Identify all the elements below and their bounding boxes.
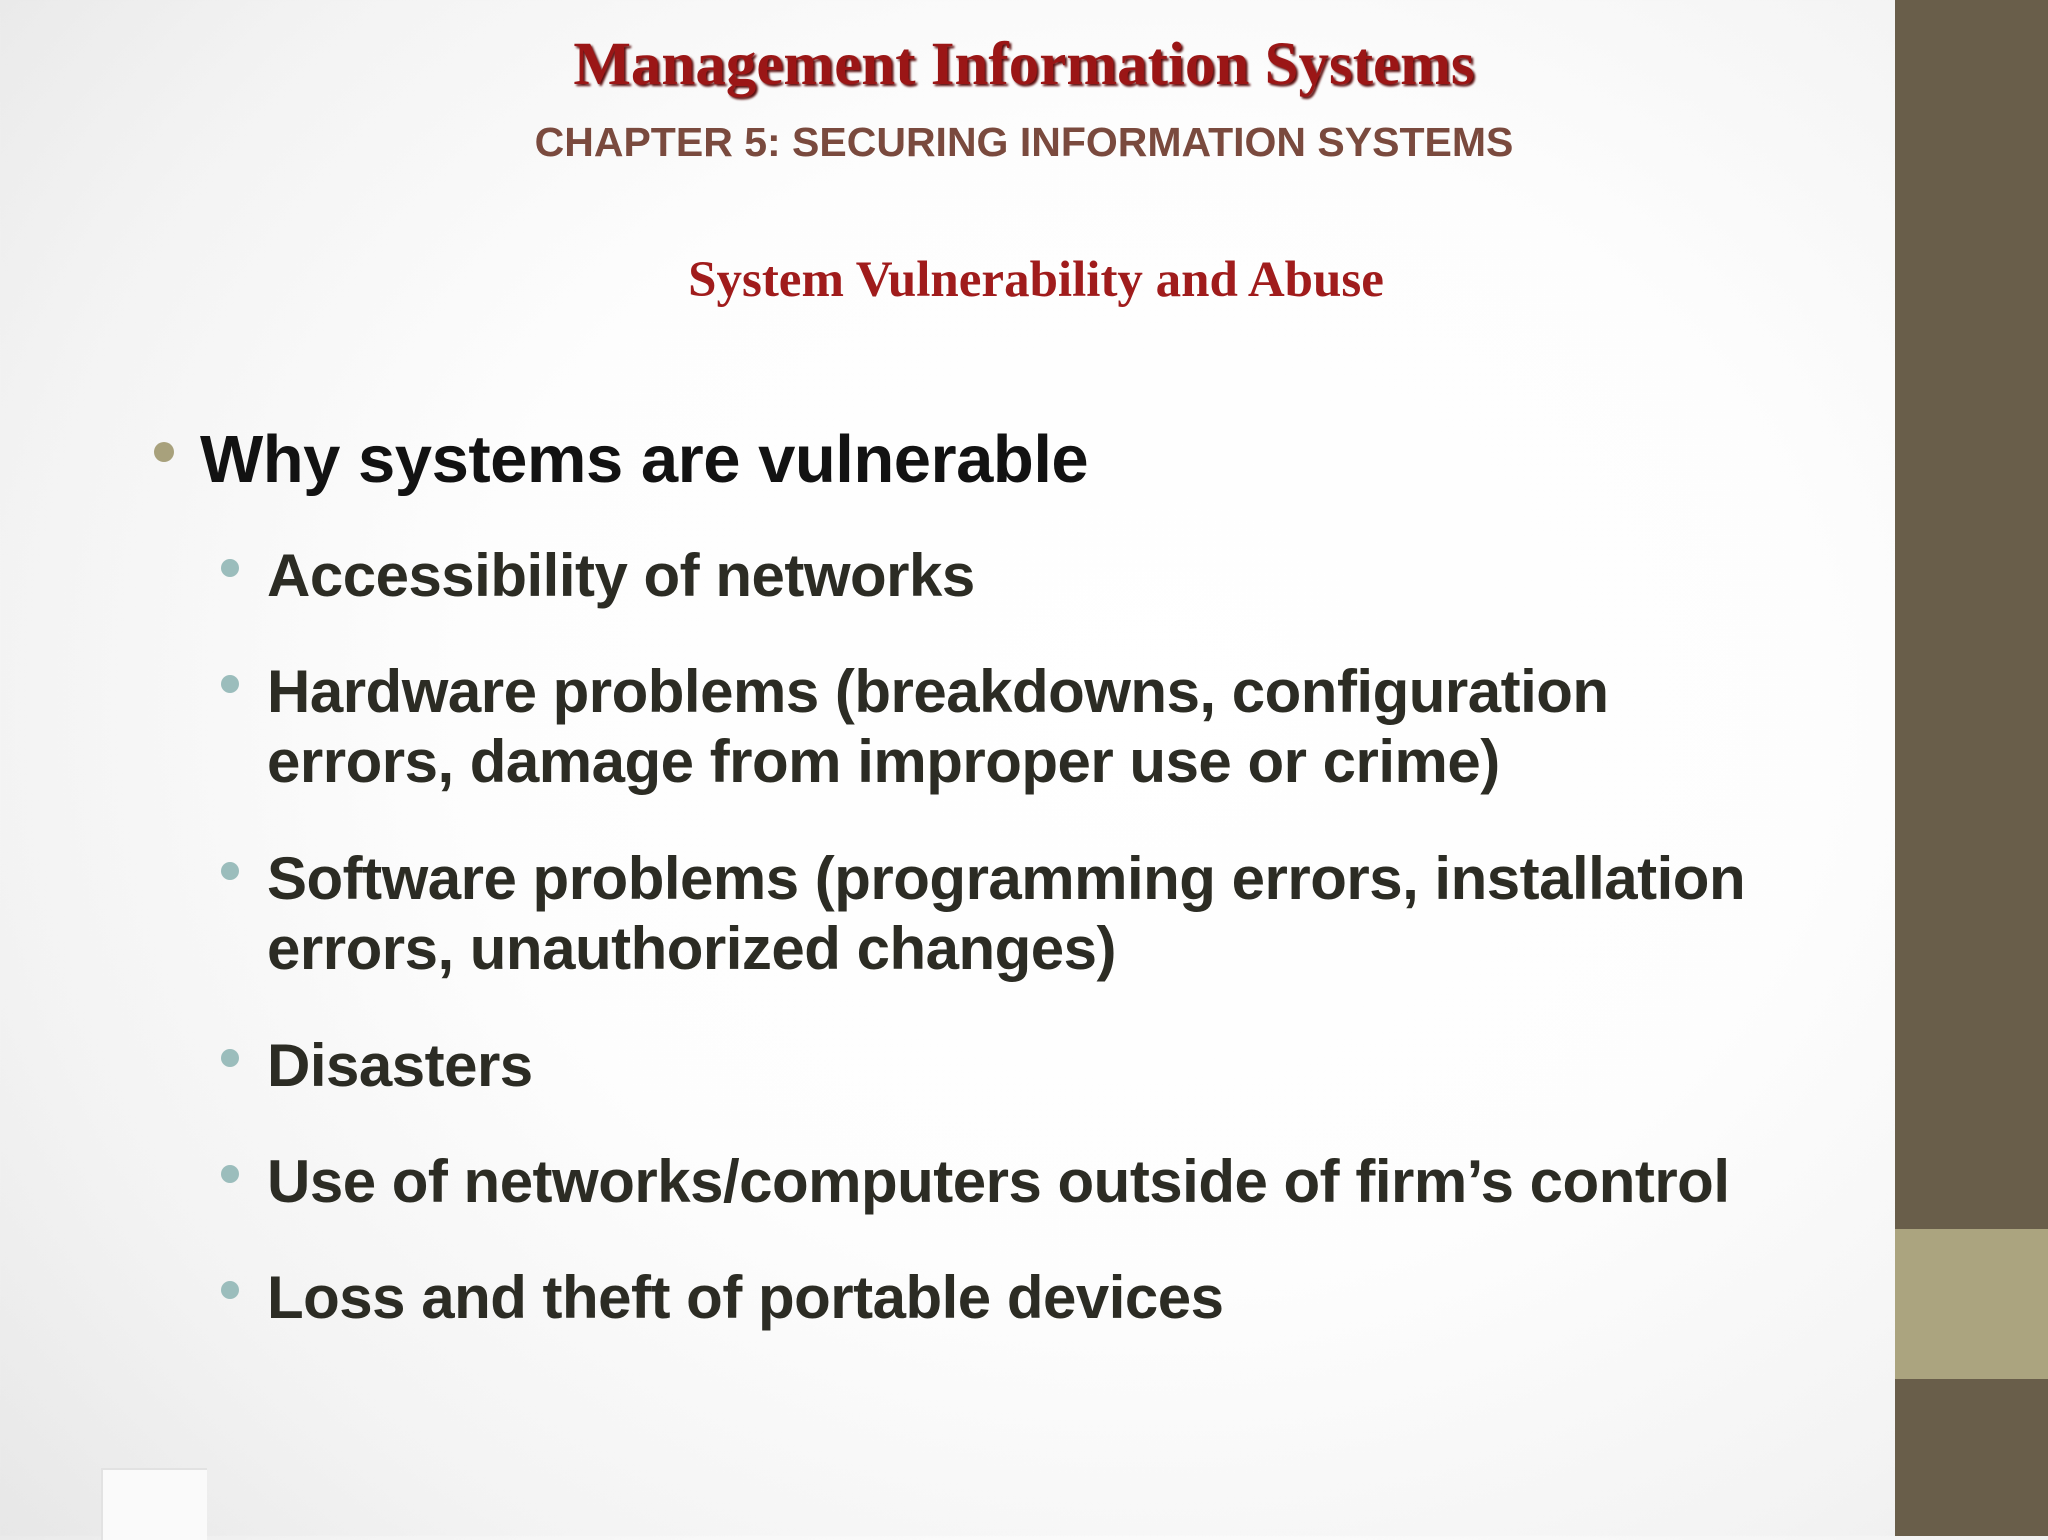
- bullet-item-text: Loss and theft of portable devices: [267, 1264, 1224, 1331]
- bullet-dot: [154, 442, 174, 462]
- bullet-item-text-continued: errors, damage from improper use or crime): [267, 728, 1500, 795]
- section-title: System Vulnerability and Abuse: [688, 252, 1384, 308]
- bullet-dot: [221, 559, 239, 577]
- bullet-dot: [221, 1049, 239, 1067]
- bullet-level1-text: Why systems are vulnerable: [200, 422, 1089, 497]
- bullet-item-text: Accessibility of networks: [267, 542, 975, 609]
- bullet-item-text: Disasters: [267, 1032, 533, 1099]
- bullet-item-disasters: [267, 1031, 533, 1101]
- bullet-item-hardware: [267, 657, 1609, 797]
- footer-placeholder-box: [101, 1468, 207, 1540]
- bullet-item-outside-networks: [267, 1147, 1730, 1217]
- bullet-item-text: Software problems (programming errors, installation: [267, 845, 1746, 912]
- bullet-level1: [200, 420, 1088, 500]
- slide-title: [0, 26, 2048, 104]
- bullet-item-text: Hardware problems (breakdowns, configuration: [267, 658, 1609, 725]
- bullet-dot: [221, 862, 239, 880]
- bullet-item-software: [267, 844, 1745, 984]
- bullet-dot: [221, 1165, 239, 1183]
- bullet-item-accessibility: [267, 541, 975, 611]
- bullet-dot: [221, 1281, 239, 1299]
- bullet-item-text: Use of networks/computers outside of firm’s control: [267, 1148, 1730, 1215]
- slide-title-text: Management Information Systems: [573, 31, 1475, 98]
- chapter-subtitle: CHAPTER 5: SECURING INFORMATION SYSTEMS: [534, 119, 1514, 165]
- decorative-sidebar: [1895, 0, 2048, 1536]
- sidebar-accent-block: [1895, 1229, 2048, 1379]
- bullet-dot: [221, 675, 239, 693]
- bullet-item-text-continued: errors, unauthorized changes): [267, 915, 1116, 982]
- bullet-item-loss-theft: [267, 1263, 1224, 1333]
